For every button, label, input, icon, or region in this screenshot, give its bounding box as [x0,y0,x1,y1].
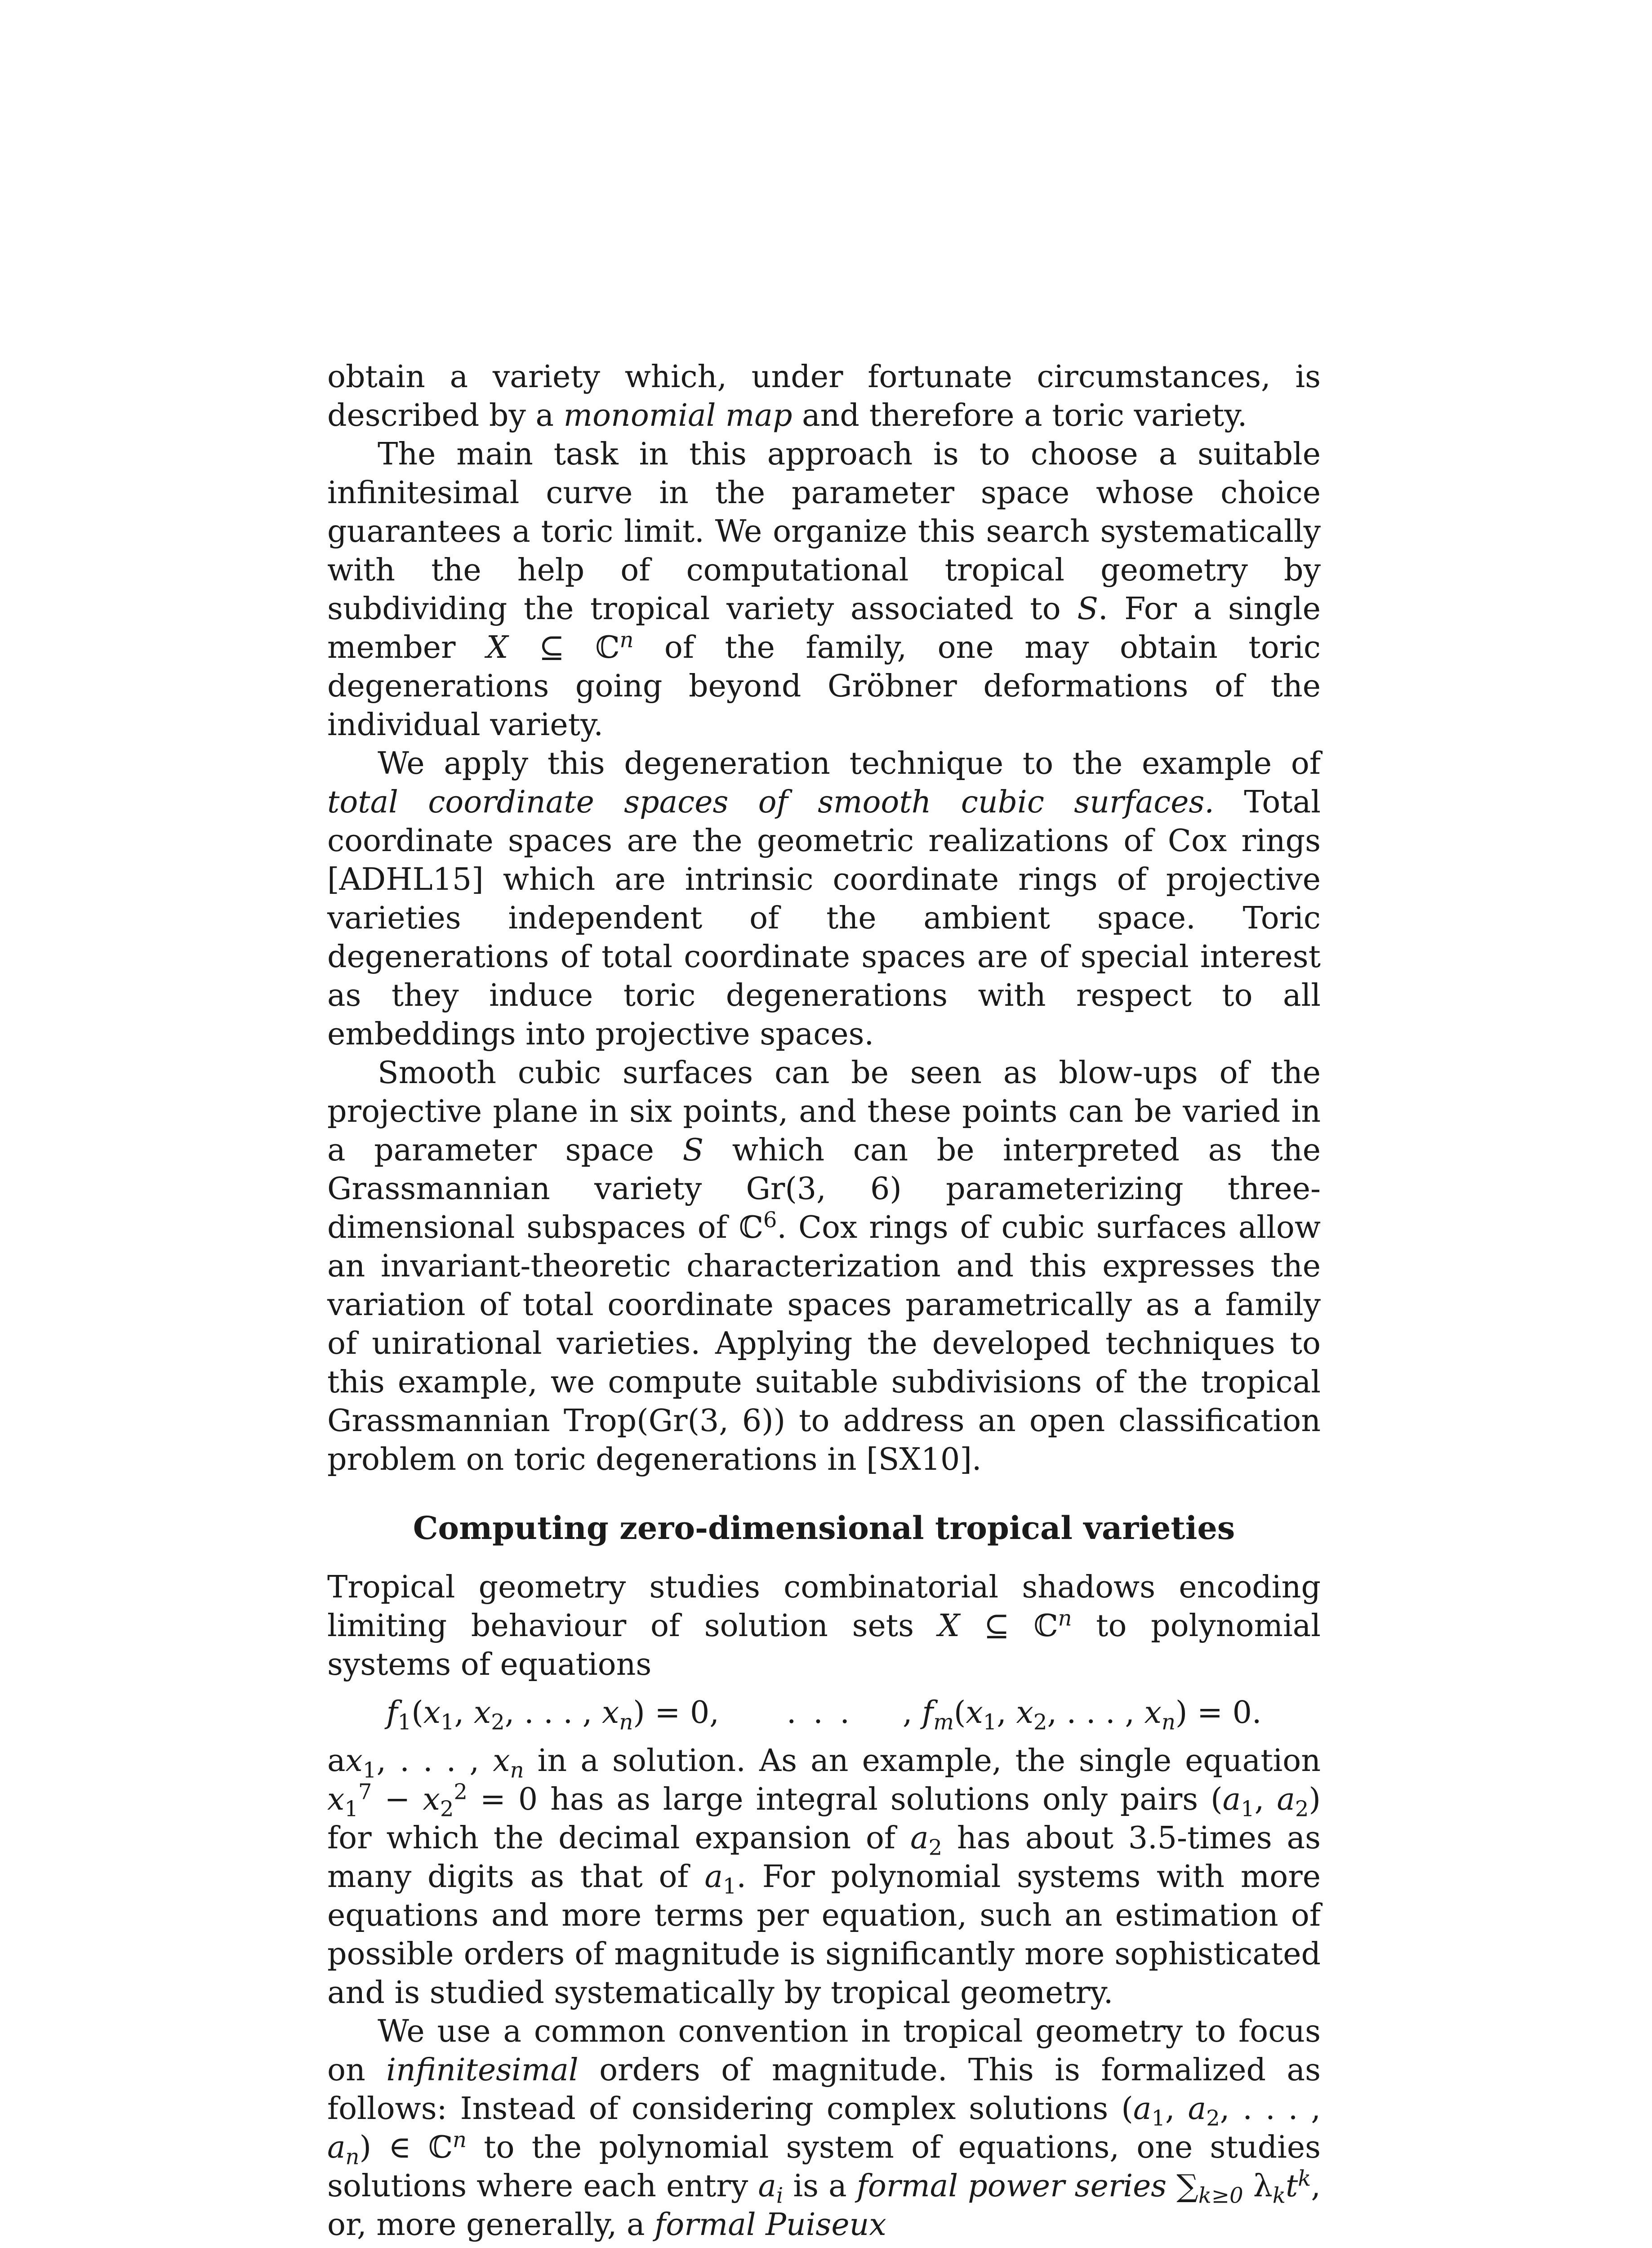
math-sub: 1 [344,1796,358,1822]
math-sub: 2 [1033,1709,1047,1735]
text: to polynomial systems of equations [327,1608,1321,1682]
equation-left [387,1691,719,1735]
paragraph-4 [327,1054,1321,1479]
math-var: λ [1243,2168,1273,2204]
math-sub: 2 [1295,1796,1309,1822]
text: has as large integral solutions only pairs ( [538,1782,1223,1817]
math-sup: 6 [763,1207,777,1233]
math-var: a [1277,1782,1295,1817]
text: , or, more generally, a [327,2168,1321,2243]
math-op: ( [953,1695,966,1731]
text: in a solution. As an example, the single equation [524,1743,1321,1779]
text: to the polynomial system of equations, one studies solutions where each entry [327,2130,1321,2204]
paragraph-6 [327,1742,1321,2012]
math-symbol: ℂ [595,630,620,665]
text: ) for which the decimal expansion of [327,1782,1321,1856]
math-sub: 1 [1151,2105,1165,2131]
math-sub: 1 [441,1709,454,1735]
math-var: a [1133,2091,1152,2127]
math-var: x [473,1695,491,1731]
math-op: ( [411,1695,423,1731]
display-equation [327,1691,1321,1735]
text: of the family, one may obtain toric degenerations going beyond Gröbner deformations of the individual variety. [327,630,1321,743]
math-symbol: ℂ [1033,1608,1058,1644]
math-var: f [922,1695,934,1731]
math-sup: 7 [358,1779,372,1805]
math-sub: 1 [1241,1796,1255,1822]
math-op: , [997,1695,1016,1731]
emphasis: total coordinate spaces of smooth cubic surfaces. [327,785,1215,820]
math-var: t [1285,2168,1298,2204]
text: obtain a variety which, under fortunate circumstances, is described by a [327,359,1321,433]
math-sub: 2 [928,1835,943,1860]
math-var: a [758,2168,776,2204]
text: which can be interpreted as the Grassmannian variety Gr(3, 6) parameterizing three-dimensional subspaces of [327,1133,1321,1245]
math-sub: 2 [1206,2105,1220,2131]
math-sub: 1 [983,1709,997,1735]
text: a [327,1743,346,1779]
text: Total coordinate spaces are the geometric realizations of Cox rings [ADHL15] which are intrinsic coordinate rings of projective varieties independent of the ambient space. Toric degenerations of total coordinate spaces are of special interest as they induce toric degenerations with respect to all embeddings into projective spaces. [327,785,1321,1052]
math-var: X [486,630,508,665]
math-sup: 2 [454,1779,468,1805]
emphasis: infinitesimal [386,2052,579,2088]
math-op: ) = 0, [633,1695,719,1731]
math-symbol: ℂ [428,2130,453,2165]
math-var: n [453,2127,467,2153]
text: We apply this degeneration technique to the example of [378,746,1321,781]
text: and therefore a toric variety. [792,398,1247,433]
emphasis: formal power series [856,2168,1167,2204]
math-var: x [1144,1695,1162,1731]
math-sub: 2 [491,1709,505,1735]
math-var: X [938,1608,960,1644]
paragraph-5 [327,1568,1321,1684]
math-op: , . . . , [1220,2091,1321,2127]
emphasis: monomial map [563,398,793,433]
section-heading: Computing zero-dimensional tropical varieties [413,1509,1235,1547]
text: . For a single member [327,591,1321,665]
math-sub: n [345,2144,360,2170]
math-op: ) = 0. [1175,1695,1262,1731]
math-op: , . . . , [504,1695,602,1731]
math-var: n [1058,1606,1072,1631]
equation-dots: . . . [786,1695,853,1731]
text: . For polynomial systems with more equations and more terms per equation, such an estimation of possible orders of magnitude is significantly more sophisticated and is studied systematically by tropical geometry. [327,1859,1321,2011]
math-var: x [493,1743,510,1779]
paragraph-2 [327,435,1321,745]
equation-right [903,1691,1262,1735]
math-op: , [1254,1782,1277,1817]
paragraph-7 [327,2012,1321,2244]
math-var: a [1188,2091,1207,2127]
math-var: a [910,1820,929,1856]
math-op: = 0 [467,1782,538,1817]
text: Smooth cubic surfaces can be seen as blow-ups of the projective plane in six points, and these points can be varied in a parameter space [327,1055,1321,1168]
math-var: a [704,1859,723,1895]
text: orders of magnitude. This is formalized as follows: Instead of considering complex solutions ( [327,2052,1321,2127]
text: is a [783,2168,857,2204]
math-op: , . . . , [376,1743,493,1779]
text: has about 3.5-times as many digits as that of [327,1820,1321,1895]
text: . Cox rings of cubic surfaces allow an invariant-theoretic characterization and this expresses the variation of total coordinate spaces parametrically as a family of unirational varieties. Applying the developed techniques to this example, we compute suitable subdivisions of the tropical Grassmannian Trop(Gr(3, 6)) to address an open classification problem on toric degenerations in [SX10]. [327,1210,1321,1477]
page-body [327,358,1321,2244]
math-var: x [423,1695,441,1731]
math-var: n [619,627,634,653]
math-sub: n [1161,1709,1176,1735]
text: ) ∈ [359,2130,428,2165]
math-var: a [327,2130,346,2165]
paragraph-3 [327,745,1321,1054]
math-op: ∑ [1167,2168,1198,2204]
math-op: ⊆ [960,1608,1034,1644]
math-var: x [345,1743,363,1779]
math-sub: m [933,1709,954,1735]
text: We use a common convention in tropical geometry to focus on [327,2014,1321,2088]
math-sub: i [776,2183,784,2208]
math-var: x [327,1782,345,1817]
paragraph-1 [327,358,1321,435]
math-op: , [454,1695,474,1731]
math-var: a [1222,1782,1241,1817]
math-var: f [386,1695,398,1731]
math-var: x [423,1782,440,1817]
math-sub: n [510,1757,524,1783]
math-sub: k≥0 [1198,2183,1243,2208]
math-var: S [682,1133,704,1168]
text: The main task in this approach is to choose a suitable infinitesimal curve in the parameter space whose choice guarantees a toric limit. We organize this search systematically with the help of computational tropical geometry by subdividing the tropical variety associated to [327,437,1321,627]
math-sub: 2 [440,1796,454,1822]
math-var: x [601,1695,619,1731]
math-sub: k [1272,2183,1286,2208]
math-var: x [1016,1695,1033,1731]
math-sub: 1 [722,1873,737,1899]
math-var: x [966,1695,983,1731]
math-sub: n [619,1709,633,1735]
emphasis: formal Puiseux [655,2207,886,2243]
math-sub: 1 [397,1709,412,1735]
text: Tropical geometry studies combinatorial shadows encoding limiting behaviour of solution sets [327,1570,1321,1644]
math-sub: 1 [362,1757,377,1783]
math-sup: k [1298,2166,1311,2191]
math-var: S [1077,591,1098,627]
math-op: , [902,1695,922,1731]
math-op: , [1165,2091,1188,2127]
math-op: − [372,1782,423,1817]
math-symbol: ℂ [739,1210,763,1245]
math-op: , . . . , [1047,1695,1144,1731]
math-op: ⊆ [508,630,596,665]
